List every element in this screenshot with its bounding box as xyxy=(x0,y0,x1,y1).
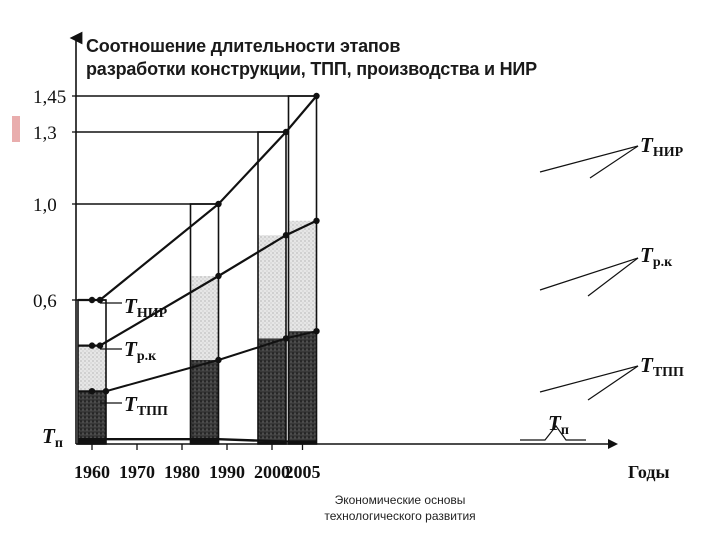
label-ttpp-left: TТПП xyxy=(124,392,168,419)
leader-line xyxy=(588,366,638,400)
series-point xyxy=(215,357,221,363)
series-point xyxy=(97,342,103,348)
series-point xyxy=(89,297,95,303)
series-point xyxy=(283,129,289,135)
series-point xyxy=(215,201,221,207)
bar-segment-trk xyxy=(191,276,219,360)
label-tp-right: Tп xyxy=(548,411,569,438)
chart-title-line-1: Соотношение длительности этапов xyxy=(86,36,401,56)
x-axis-label: Годы xyxy=(628,462,670,482)
label-tp-left: Tп xyxy=(42,424,63,451)
leader-line xyxy=(540,258,638,290)
series-point xyxy=(103,388,109,394)
tick-labels xyxy=(33,87,670,482)
chart-title-line-2: разработки конструкции, ТПП, производства и НИР xyxy=(86,59,537,79)
x-axis-arrow xyxy=(608,439,618,449)
x-tick-label: 1980 xyxy=(164,462,200,482)
series-point xyxy=(89,342,95,348)
series-point xyxy=(313,93,319,99)
x-tick-label: 1970 xyxy=(119,462,155,482)
caption-line-1: Экономические основы xyxy=(334,493,466,507)
x-tick-label: 2000 xyxy=(254,462,290,482)
leader-line xyxy=(588,258,638,296)
bar-segment-trk xyxy=(289,221,317,331)
series-point xyxy=(313,218,319,224)
bar-segment-ttpp xyxy=(258,338,286,441)
series-point xyxy=(215,273,221,279)
axes xyxy=(72,38,618,450)
series-point xyxy=(313,328,319,334)
leader-line xyxy=(540,366,638,392)
series-point xyxy=(283,335,289,341)
label-trk-right: Tр.к xyxy=(640,243,673,270)
y-tick-label: 1,0 xyxy=(33,195,57,216)
label-ttpp-right: TТПП xyxy=(640,353,684,380)
label-trk-left: Tр.к xyxy=(124,337,157,364)
series-point xyxy=(89,388,95,394)
y-tick-label: 0,6 xyxy=(33,291,57,312)
bar-segment-ttpp xyxy=(191,360,219,439)
annotations xyxy=(42,133,684,451)
series-point xyxy=(283,232,289,238)
label-tnir-left: TНИР xyxy=(124,294,168,321)
bar-segment-trk xyxy=(78,346,106,392)
x-tick-label: 1960 xyxy=(74,462,110,482)
series-point xyxy=(97,297,103,303)
label-tnir-right: TНИР xyxy=(640,133,684,160)
y-tick-label: 1,45 xyxy=(33,87,67,108)
bar-segment-tnir xyxy=(78,300,106,346)
y-tick-label: 1,3 xyxy=(33,123,57,144)
bar-segment-tnir xyxy=(289,96,317,221)
bar-segment-ttpp xyxy=(78,391,106,439)
bar-segment-ttpp xyxy=(289,331,317,441)
stage-bars xyxy=(78,96,317,444)
leader-line xyxy=(590,146,638,178)
x-tick-label: 1990 xyxy=(209,462,245,482)
leader-line xyxy=(540,146,638,172)
caption-line-2: технологического развития xyxy=(324,509,476,523)
x-tick-label: 2005 xyxy=(284,462,321,482)
